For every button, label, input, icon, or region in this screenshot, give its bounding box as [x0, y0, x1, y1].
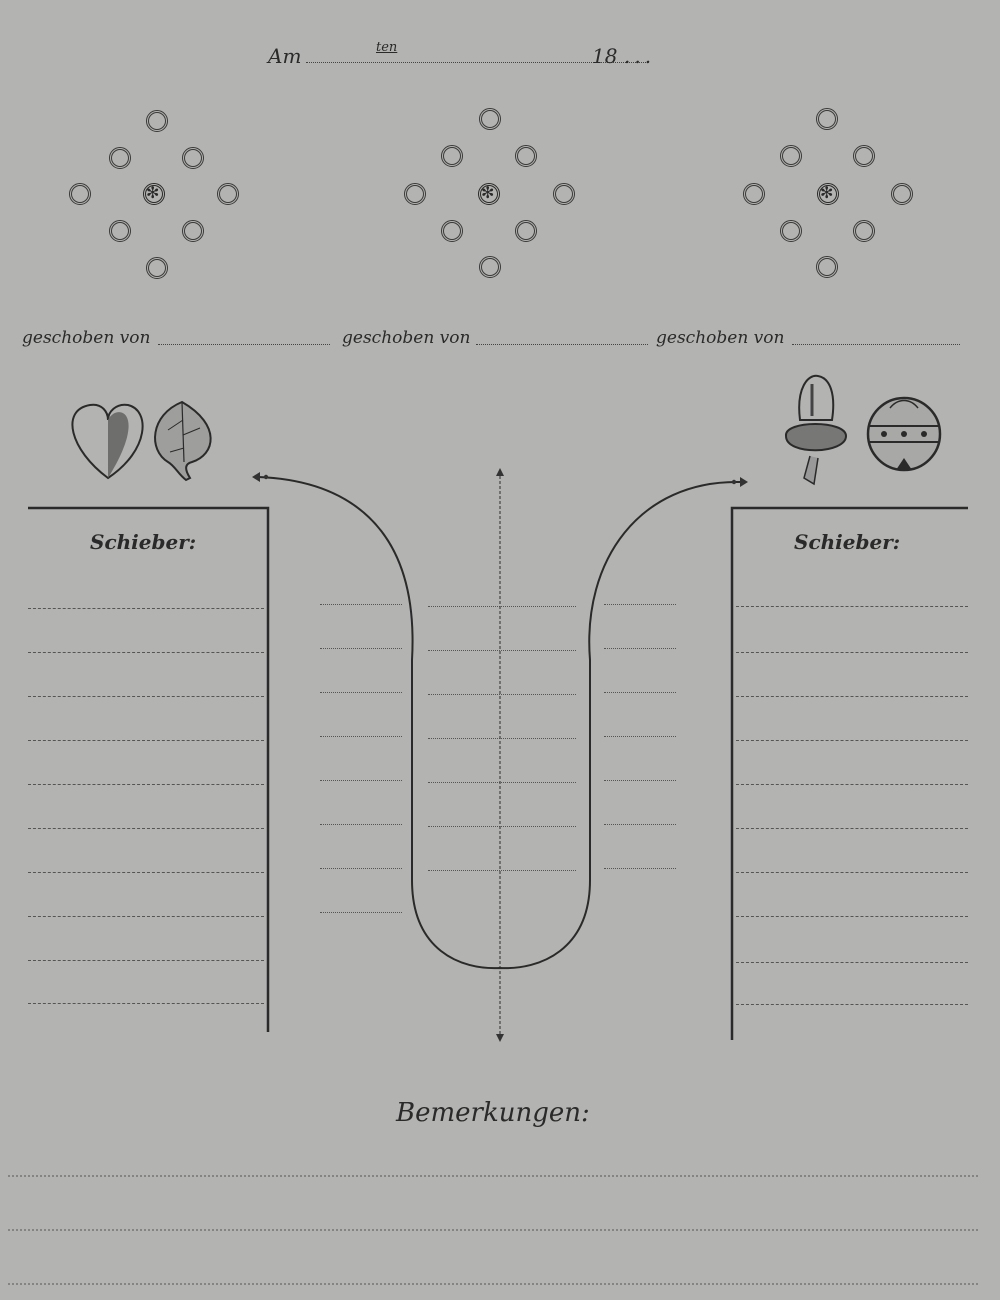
center-axis-top-cap: [496, 468, 504, 476]
bell-icon: [868, 398, 940, 470]
date-prefix: Am: [268, 44, 302, 68]
date-ordinal: ten: [376, 40, 398, 55]
remarks-title: Bemerkungen:: [396, 1098, 590, 1128]
date-year-dots: ...: [624, 44, 656, 68]
pushed-by-label-2: geschoben von: [342, 328, 471, 348]
lane-curve: [258, 477, 740, 968]
date-year: 18: [592, 44, 618, 68]
left-table-title: Schieber:: [90, 530, 197, 554]
pushed-by-label-1: geschoben von: [22, 328, 151, 348]
pushed-by-label-3: geschoben von: [656, 328, 785, 348]
left-table-border: [28, 508, 268, 1032]
leaf-icon: [155, 402, 211, 480]
right-table-title: Schieber:: [794, 530, 901, 554]
acorn-icon: [786, 376, 846, 484]
right-table-border: [732, 508, 968, 1040]
heart-icon: [72, 405, 142, 478]
center-axis-bottom-cap: [496, 1034, 504, 1042]
